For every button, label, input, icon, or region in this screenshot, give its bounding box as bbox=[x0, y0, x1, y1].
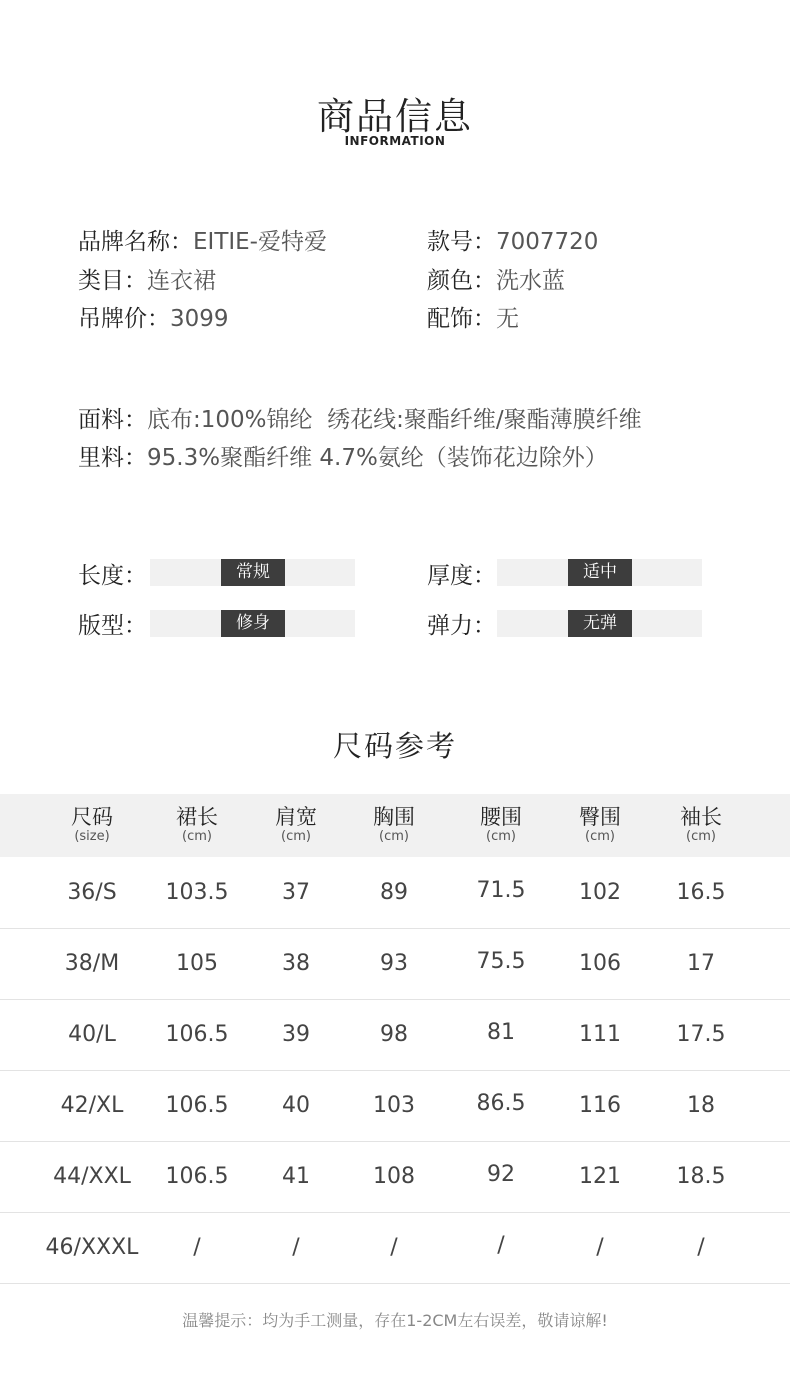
column-header-label: 裙长 bbox=[176, 805, 218, 829]
price-row bbox=[78, 300, 229, 333]
table-cell: 38 bbox=[282, 951, 310, 976]
accessory-value: 无 bbox=[496, 306, 519, 332]
table-cell: 16.5 bbox=[676, 880, 726, 905]
table-cell: 106 bbox=[579, 951, 621, 976]
table-cell: / bbox=[497, 1233, 505, 1258]
table-cell: 37 bbox=[282, 880, 310, 905]
table-row bbox=[0, 1142, 790, 1213]
column-header-unit: (cm) bbox=[182, 829, 212, 844]
category-value: 连衣裙 bbox=[147, 268, 216, 294]
color-value: 洗水蓝 bbox=[496, 268, 565, 294]
column-header-unit: (cm) bbox=[281, 829, 311, 844]
table-cell: 89 bbox=[380, 880, 408, 905]
table-cell: 108 bbox=[373, 1164, 415, 1189]
style-no-row bbox=[427, 223, 598, 256]
accessory-label: 配饰： bbox=[427, 306, 496, 332]
table-cell: / bbox=[390, 1235, 398, 1260]
fabric-label: 面料： bbox=[78, 407, 147, 433]
table-row bbox=[0, 858, 790, 929]
color-row bbox=[427, 262, 565, 295]
thickness-label: 厚度： bbox=[427, 563, 496, 589]
table-cell: 36/S bbox=[67, 880, 117, 905]
table-cell: 106.5 bbox=[165, 1022, 229, 1047]
table-cell: 75.5 bbox=[476, 949, 526, 974]
fit-scale bbox=[150, 610, 355, 637]
column-header bbox=[453, 794, 549, 857]
table-cell: 103.5 bbox=[165, 880, 229, 905]
size-table-header bbox=[0, 794, 790, 857]
fit-label: 版型： bbox=[78, 613, 147, 639]
elasticity-label: 弹力： bbox=[427, 613, 496, 639]
section-subtitle: INFORMATION bbox=[344, 134, 446, 148]
elasticity-scale bbox=[497, 610, 702, 637]
table-cell: 18.5 bbox=[676, 1164, 726, 1189]
table-cell: 92 bbox=[487, 1162, 515, 1187]
table-cell: 106.5 bbox=[165, 1093, 229, 1118]
column-header-unit: (cm) bbox=[486, 829, 516, 844]
column-header-label: 肩宽 bbox=[275, 805, 317, 829]
thickness-scale bbox=[497, 559, 702, 586]
style-no-label: 款号： bbox=[427, 229, 496, 255]
brand-row bbox=[78, 223, 327, 256]
table-row bbox=[0, 1213, 790, 1284]
table-cell: 121 bbox=[579, 1164, 621, 1189]
table-row bbox=[0, 1071, 790, 1142]
table-cell: 98 bbox=[380, 1022, 408, 1047]
elasticity-chip: 无弹 bbox=[568, 610, 632, 637]
brand-value: EITIE-爱特爱 bbox=[193, 229, 327, 255]
table-cell: 106.5 bbox=[165, 1164, 229, 1189]
lining-label: 里料： bbox=[78, 445, 147, 471]
column-header-label: 袖长 bbox=[680, 805, 722, 829]
column-header-label: 腰围 bbox=[480, 805, 522, 829]
table-cell: / bbox=[596, 1235, 604, 1260]
table-cell: 41 bbox=[282, 1164, 310, 1189]
column-header-unit: (size) bbox=[74, 829, 110, 844]
table-cell: 39 bbox=[282, 1022, 310, 1047]
table-cell: 44/XXL bbox=[53, 1164, 131, 1189]
table-cell: 46/XXXL bbox=[45, 1235, 139, 1260]
table-cell: 116 bbox=[579, 1093, 621, 1118]
length-scale bbox=[150, 559, 355, 586]
table-cell: / bbox=[292, 1235, 300, 1260]
column-header-unit: (cm) bbox=[686, 829, 716, 844]
table-cell: / bbox=[697, 1235, 705, 1260]
column-header-label: 胸围 bbox=[373, 805, 415, 829]
column-header-unit: (cm) bbox=[585, 829, 615, 844]
table-cell: 102 bbox=[579, 880, 621, 905]
color-label: 颜色： bbox=[427, 268, 496, 294]
column-header bbox=[346, 794, 442, 857]
category-label: 类目： bbox=[78, 268, 147, 294]
section-title: 商品信息 bbox=[317, 95, 473, 138]
table-cell: 103 bbox=[373, 1093, 415, 1118]
column-header-label: 尺码 bbox=[71, 805, 113, 829]
column-header bbox=[44, 794, 140, 857]
column-header-unit: (cm) bbox=[379, 829, 409, 844]
table-row bbox=[0, 1000, 790, 1071]
table-cell: 111 bbox=[579, 1022, 621, 1047]
table-cell: 81 bbox=[487, 1020, 515, 1045]
measurement-note: 温馨提示：均为手工测量，存在1-2CM左右误差，敬请谅解! bbox=[182, 1311, 608, 1330]
accessory-row bbox=[427, 300, 519, 333]
table-cell: 17 bbox=[687, 951, 715, 976]
fit-chip: 修身 bbox=[221, 610, 285, 637]
fabric-value: 底布:100%锦纶 绣花线:聚酯纤维/聚酯薄膜纤维 bbox=[147, 407, 642, 433]
table-cell: 18 bbox=[687, 1093, 715, 1118]
column-header bbox=[552, 794, 648, 857]
table-cell: 38/M bbox=[64, 951, 120, 976]
table-cell: 40/L bbox=[68, 1022, 116, 1047]
column-header bbox=[149, 794, 245, 857]
style-no-value: 7007720 bbox=[496, 229, 599, 255]
table-cell: 17.5 bbox=[676, 1022, 726, 1047]
table-cell: 42/XL bbox=[60, 1093, 124, 1118]
table-cell: 105 bbox=[176, 951, 218, 976]
column-header bbox=[248, 794, 344, 857]
column-header bbox=[653, 794, 749, 857]
table-row bbox=[0, 929, 790, 1000]
table-cell: / bbox=[193, 1235, 201, 1260]
lining-row bbox=[78, 439, 608, 472]
table-cell: 93 bbox=[380, 951, 408, 976]
lining-value: 95.3%聚酯纤维 4.7%氨纶（装饰花边除外） bbox=[147, 445, 608, 471]
column-header-label: 臀围 bbox=[579, 805, 621, 829]
price-label: 吊牌价： bbox=[78, 306, 170, 332]
brand-label: 品牌名称： bbox=[78, 229, 193, 255]
table-cell: 40 bbox=[282, 1093, 310, 1118]
size-chart-title: 尺码参考 bbox=[332, 729, 457, 763]
length-label: 长度： bbox=[78, 563, 147, 589]
table-cell: 86.5 bbox=[476, 1091, 526, 1116]
fabric-row bbox=[78, 401, 642, 434]
thickness-chip: 适中 bbox=[568, 559, 632, 586]
category-row bbox=[78, 262, 216, 295]
length-chip: 常规 bbox=[221, 559, 285, 586]
price-value: 3099 bbox=[170, 306, 229, 332]
table-cell: 71.5 bbox=[476, 878, 526, 903]
